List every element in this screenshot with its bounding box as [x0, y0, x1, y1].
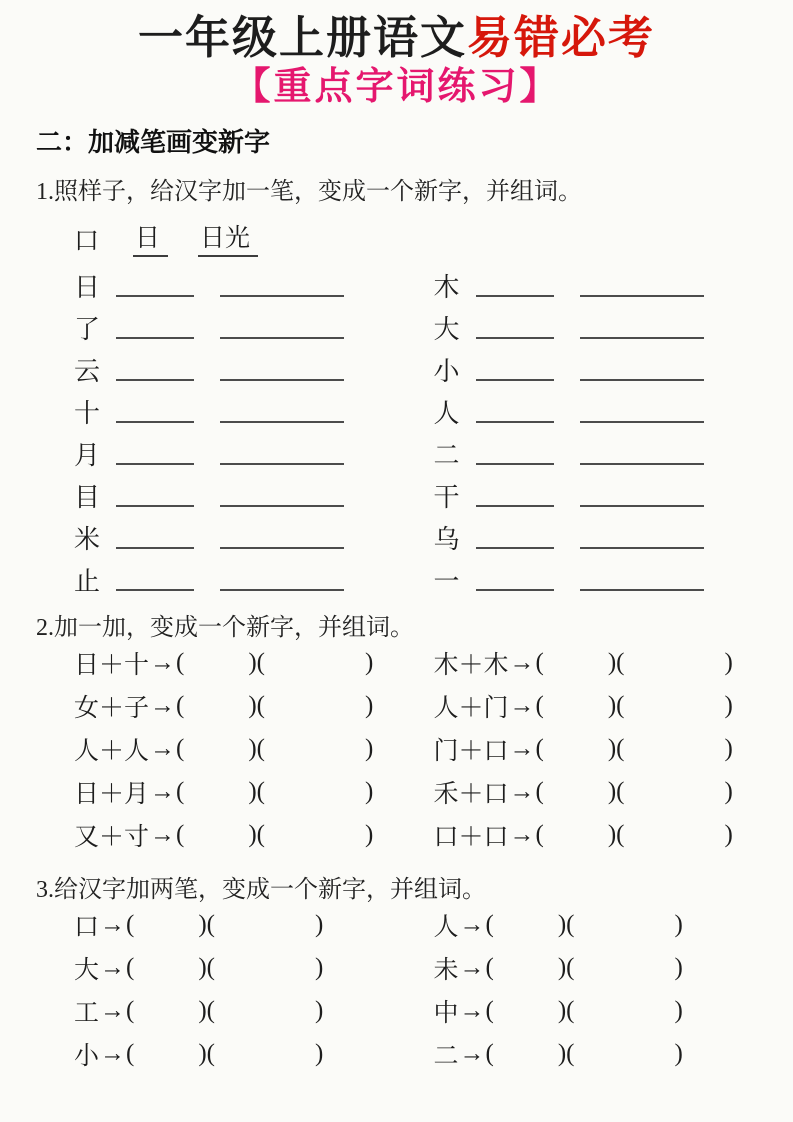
base-char: 一 — [433, 566, 460, 596]
paren-open: ( — [485, 1040, 494, 1068]
answer-blank-char — [116, 462, 194, 465]
q3-right-column — [434, 904, 793, 1076]
paren-close-open: )( — [248, 649, 265, 677]
arrow-icon: → — [150, 778, 176, 806]
paren-close-open: )( — [198, 997, 215, 1025]
q1-row — [74, 301, 434, 343]
arrow-icon: → — [150, 692, 176, 720]
paren-close-open: )( — [198, 1040, 215, 1068]
q3-row — [74, 1033, 434, 1076]
paren-close-open: )( — [607, 692, 625, 720]
paren-close-open: )( — [557, 911, 575, 939]
q1-row — [434, 427, 793, 469]
paren-open: ( — [535, 692, 544, 720]
answer-blank-word — [220, 420, 344, 423]
base-char: 未 — [433, 957, 459, 985]
answer-blank-word — [220, 462, 344, 465]
paren-close-open: )( — [607, 821, 625, 849]
paren-close: ) — [315, 1040, 324, 1068]
q1-row — [74, 343, 434, 385]
q1-row — [434, 553, 793, 595]
arrow-icon: → — [509, 692, 535, 720]
q3-row — [74, 904, 434, 947]
example-word: 日光 — [198, 218, 258, 257]
paren-close-open: )( — [607, 735, 625, 763]
paren-close: ) — [724, 778, 733, 806]
paren-close: ) — [365, 821, 374, 849]
answer-blank-char — [116, 294, 194, 297]
q2-row — [74, 771, 434, 814]
q1-row — [74, 469, 434, 511]
q2-row — [434, 685, 793, 728]
paren-close: ) — [315, 954, 324, 982]
base-char: 口 — [74, 914, 100, 942]
expression: 日＋月 — [74, 781, 150, 809]
q3-row — [434, 990, 793, 1033]
arrow-icon: → — [150, 649, 176, 677]
q3-row — [74, 947, 434, 990]
q1-row — [74, 385, 434, 427]
q3-row — [434, 1033, 793, 1076]
q1-row — [74, 259, 434, 301]
paren-open: ( — [535, 735, 544, 763]
answer-blank-char — [476, 462, 554, 465]
base-char: 小 — [74, 1043, 100, 1071]
arrow-icon: → — [509, 778, 535, 806]
paren-open: ( — [176, 821, 185, 849]
arrow-icon: → — [150, 821, 176, 849]
base-char: 中 — [433, 1000, 459, 1028]
base-char: 干 — [433, 482, 460, 512]
paren-close: ) — [674, 954, 683, 982]
answer-blank-word — [580, 504, 704, 507]
base-char: 了 — [74, 314, 101, 344]
base-char: 大 — [433, 314, 460, 344]
q2-row — [434, 728, 793, 771]
answer-blank-char — [476, 294, 554, 297]
q2-grid — [0, 642, 793, 857]
title-red-part: 易错必考 — [467, 11, 656, 64]
paren-close: ) — [365, 735, 374, 763]
arrow-icon: → — [459, 1040, 485, 1068]
example-new-char: 日 — [133, 218, 168, 257]
answer-blank-word — [220, 504, 344, 507]
arrow-icon: → — [459, 911, 485, 939]
answer-blank-word — [580, 588, 704, 591]
answer-blank-char — [476, 588, 554, 591]
base-char: 工 — [74, 1000, 100, 1028]
q1-grid — [0, 259, 793, 595]
q1-row — [434, 511, 793, 553]
answer-blank-char — [116, 420, 194, 423]
q2-prompt: 2.加一加，变成一个新字，并组词。 — [36, 614, 414, 641]
base-char: 人 — [433, 914, 459, 942]
base-char: 止 — [74, 566, 101, 596]
arrow-icon: → — [509, 821, 535, 849]
answer-blank-char — [116, 546, 194, 549]
arrow-icon: → — [100, 954, 126, 982]
answer-blank-char — [476, 420, 554, 423]
answer-blank-char — [116, 336, 194, 339]
paren-close: ) — [365, 649, 374, 677]
q3-row — [434, 947, 793, 990]
arrow-icon: → — [100, 997, 126, 1025]
base-char: 小 — [433, 356, 460, 386]
expression: 人＋人 — [74, 738, 150, 766]
arrow-icon: → — [509, 649, 535, 677]
paren-close-open: )( — [198, 954, 215, 982]
base-char: 二 — [433, 1043, 459, 1071]
base-char: 乌 — [433, 524, 460, 554]
paren-close: ) — [365, 692, 374, 720]
q1-example-row — [74, 218, 793, 257]
q2-row — [434, 814, 793, 857]
q1-row — [434, 343, 793, 385]
q1-row — [434, 469, 793, 511]
paren-close: ) — [674, 1040, 683, 1068]
answer-blank-char — [476, 504, 554, 507]
paren-open: ( — [176, 735, 185, 763]
q2-row — [74, 814, 434, 857]
answer-blank-char — [116, 504, 194, 507]
paren-close-open: )( — [248, 821, 265, 849]
paren-close: ) — [724, 735, 733, 763]
paren-open: ( — [126, 954, 135, 982]
paren-open: ( — [126, 997, 135, 1025]
q2-row — [434, 771, 793, 814]
arrow-icon: → — [100, 1040, 126, 1068]
q3-row — [74, 990, 434, 1033]
answer-blank-char — [116, 588, 194, 591]
title-black-part: 一年级上册语文 — [137, 11, 467, 64]
paren-open: ( — [176, 778, 185, 806]
base-char: 云 — [74, 356, 101, 386]
answer-blank-word — [220, 378, 344, 381]
answer-blank-word — [220, 588, 344, 591]
answer-blank-word — [580, 546, 704, 549]
answer-blank-char — [476, 546, 554, 549]
expression: 人＋门 — [433, 695, 509, 723]
paren-open: ( — [485, 954, 494, 982]
paren-open: ( — [485, 997, 494, 1025]
arrow-icon: → — [509, 735, 535, 763]
paren-close: ) — [315, 911, 324, 939]
base-char: 日 — [74, 272, 101, 302]
paren-close-open: )( — [248, 735, 265, 763]
arrow-icon: → — [459, 954, 485, 982]
paren-close: ) — [674, 997, 683, 1025]
paren-close-open: )( — [248, 692, 265, 720]
paren-close: ) — [365, 778, 374, 806]
expression: 门＋口 — [433, 738, 509, 766]
answer-blank-word — [220, 336, 344, 339]
answer-blank-word — [220, 294, 344, 297]
page-title — [0, 0, 793, 64]
answer-blank-word — [580, 378, 704, 381]
arrow-icon: → — [459, 997, 485, 1025]
expression: 日＋十 — [74, 652, 150, 680]
paren-open: ( — [485, 911, 494, 939]
q2-left-column — [74, 642, 434, 857]
answer-blank-word — [220, 546, 344, 549]
section-heading: 二：加减笔画变新字 — [36, 127, 271, 158]
q1-row — [434, 259, 793, 301]
paren-open: ( — [176, 692, 185, 720]
q3-row — [434, 904, 793, 947]
base-char: 目 — [74, 482, 101, 512]
page-subtitle: 【重点字词练习】 — [232, 63, 561, 108]
paren-close: ) — [724, 649, 733, 677]
base-char: 二 — [433, 440, 460, 470]
paren-close: ) — [724, 821, 733, 849]
paren-close: ) — [724, 692, 733, 720]
q2-row — [74, 685, 434, 728]
answer-blank-char — [116, 378, 194, 381]
base-char: 月 — [74, 440, 101, 470]
arrow-icon: → — [150, 735, 176, 763]
answer-blank-word — [580, 462, 704, 465]
q1-right-column — [434, 259, 793, 595]
expression: 又＋寸 — [74, 824, 150, 852]
base-char: 米 — [74, 524, 101, 554]
q1-row — [74, 427, 434, 469]
base-char: 大 — [74, 957, 100, 985]
paren-open: ( — [535, 649, 544, 677]
q2-row — [74, 728, 434, 771]
q1-row — [434, 385, 793, 427]
q1-row — [74, 553, 434, 595]
paren-open: ( — [176, 649, 185, 677]
paren-open: ( — [535, 778, 544, 806]
expression: 女＋子 — [74, 695, 150, 723]
base-char: 十 — [74, 398, 101, 428]
base-char: 木 — [433, 272, 460, 302]
q1-prompt: 1.照样子，给汉字加一笔，变成一个新字，并组词。 — [36, 178, 582, 205]
answer-blank-word — [580, 420, 704, 423]
arrow-icon: → — [100, 911, 126, 939]
q1-row — [434, 301, 793, 343]
paren-close: ) — [315, 997, 324, 1025]
paren-close-open: )( — [198, 911, 215, 939]
paren-close-open: )( — [607, 649, 625, 677]
example-base-char: 口 — [74, 227, 100, 255]
expression: 禾＋口 — [433, 781, 509, 809]
q1-left-column — [74, 259, 434, 595]
base-char: 人 — [433, 398, 460, 428]
paren-close-open: )( — [557, 1040, 575, 1068]
q2-row — [74, 642, 434, 685]
answer-blank-char — [476, 378, 554, 381]
paren-open: ( — [126, 911, 135, 939]
paren-close-open: )( — [607, 778, 625, 806]
paren-close-open: )( — [557, 997, 575, 1025]
paren-close-open: )( — [248, 778, 265, 806]
q3-grid — [0, 904, 793, 1076]
answer-blank-char — [476, 336, 554, 339]
paren-close: ) — [674, 911, 683, 939]
q2-right-column — [434, 642, 793, 857]
paren-open: ( — [535, 821, 544, 849]
expression: 口＋口 — [433, 824, 509, 852]
q3-prompt: 3.给汉字加两笔，变成一个新字，并组词。 — [36, 876, 486, 903]
paren-close-open: )( — [557, 954, 575, 982]
q3-left-column — [74, 904, 434, 1076]
answer-blank-word — [580, 336, 704, 339]
q1-row — [74, 511, 434, 553]
answer-blank-word — [580, 294, 704, 297]
paren-open: ( — [126, 1040, 135, 1068]
expression: 木＋木 — [433, 652, 509, 680]
q2-row — [434, 642, 793, 685]
